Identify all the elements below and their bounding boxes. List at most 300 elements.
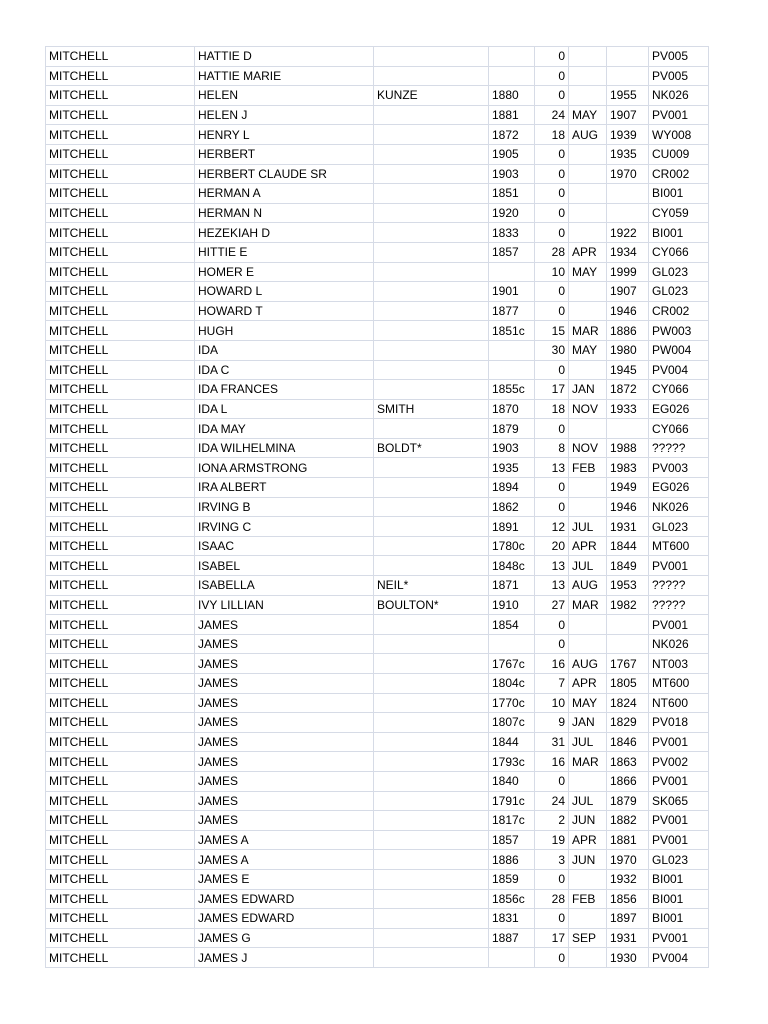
maiden-name-cell xyxy=(374,164,489,184)
birth-year-cell xyxy=(489,948,535,968)
month-cell: MAR xyxy=(569,595,607,615)
surname-cell: MITCHELL xyxy=(46,458,195,478)
maiden-name-cell xyxy=(374,850,489,870)
code-cell: NK026 xyxy=(649,86,709,106)
surname-cell: MITCHELL xyxy=(46,47,195,67)
birth-year-cell xyxy=(489,262,535,282)
month-cell: JUN xyxy=(569,850,607,870)
given-name-cell: HUGH xyxy=(195,321,374,341)
day-cell: 0 xyxy=(535,164,569,184)
given-name-cell: IDA FRANCES xyxy=(195,380,374,400)
maiden-name-cell xyxy=(374,889,489,909)
month-cell: MAR xyxy=(569,321,607,341)
code-cell: MT600 xyxy=(649,674,709,694)
day-cell: 0 xyxy=(535,223,569,243)
birth-year-cell: 1851 xyxy=(489,184,535,204)
month-cell xyxy=(569,909,607,929)
given-name-cell: JAMES E xyxy=(195,869,374,889)
maiden-name-cell: KUNZE xyxy=(374,86,489,106)
maiden-name-cell xyxy=(374,105,489,125)
month-cell xyxy=(569,282,607,302)
death-year-cell: 1866 xyxy=(607,771,649,791)
day-cell: 0 xyxy=(535,47,569,67)
month-cell xyxy=(569,164,607,184)
birth-year-cell: 1851c xyxy=(489,321,535,341)
code-cell: PV001 xyxy=(649,811,709,831)
table-row xyxy=(46,928,709,948)
code-cell: CY059 xyxy=(649,203,709,223)
birth-year-cell: 1833 xyxy=(489,223,535,243)
death-year-cell: 1879 xyxy=(607,791,649,811)
surname-cell: MITCHELL xyxy=(46,66,195,86)
birth-year-cell: 1877 xyxy=(489,301,535,321)
given-name-cell: IDA WILHELMINA xyxy=(195,438,374,458)
month-cell: MAY xyxy=(569,693,607,713)
maiden-name-cell xyxy=(374,536,489,556)
death-year-cell: 1933 xyxy=(607,399,649,419)
month-cell: APR xyxy=(569,674,607,694)
surname-cell: MITCHELL xyxy=(46,928,195,948)
given-name-cell: HELEN J xyxy=(195,105,374,125)
death-year-cell xyxy=(607,47,649,67)
month-cell: FEB xyxy=(569,458,607,478)
day-cell: 20 xyxy=(535,536,569,556)
month-cell xyxy=(569,86,607,106)
given-name-cell: HERMAN N xyxy=(195,203,374,223)
day-cell: 13 xyxy=(535,576,569,596)
surname-cell: MITCHELL xyxy=(46,184,195,204)
day-cell: 0 xyxy=(535,419,569,439)
code-cell: GL023 xyxy=(649,850,709,870)
day-cell: 2 xyxy=(535,811,569,831)
table-row xyxy=(46,909,709,929)
birth-year-cell: 1857 xyxy=(489,830,535,850)
given-name-cell: ISABELLA xyxy=(195,576,374,596)
day-cell: 0 xyxy=(535,144,569,164)
maiden-name-cell xyxy=(374,674,489,694)
death-year-cell: 1872 xyxy=(607,380,649,400)
death-year-cell: 1970 xyxy=(607,850,649,870)
code-cell: PV018 xyxy=(649,713,709,733)
month-cell xyxy=(569,419,607,439)
day-cell: 0 xyxy=(535,615,569,635)
table-row xyxy=(46,458,709,478)
table-row xyxy=(46,771,709,791)
code-cell: NK026 xyxy=(649,497,709,517)
surname-cell: MITCHELL xyxy=(46,869,195,889)
death-year-cell: 1881 xyxy=(607,830,649,850)
code-cell: PV004 xyxy=(649,360,709,380)
code-cell: GL023 xyxy=(649,517,709,537)
day-cell: 0 xyxy=(535,771,569,791)
day-cell: 30 xyxy=(535,340,569,360)
code-cell: MT600 xyxy=(649,536,709,556)
code-cell: SK065 xyxy=(649,791,709,811)
death-year-cell: 1844 xyxy=(607,536,649,556)
table-row xyxy=(46,889,709,909)
maiden-name-cell: SMITH xyxy=(374,399,489,419)
death-year-cell: 1846 xyxy=(607,732,649,752)
surname-cell: MITCHELL xyxy=(46,399,195,419)
birth-year-cell: 1891 xyxy=(489,517,535,537)
code-cell: EG026 xyxy=(649,399,709,419)
day-cell: 3 xyxy=(535,850,569,870)
given-name-cell: JAMES xyxy=(195,634,374,654)
day-cell: 19 xyxy=(535,830,569,850)
death-year-cell: 1982 xyxy=(607,595,649,615)
given-name-cell: IVY LILLIAN xyxy=(195,595,374,615)
maiden-name-cell xyxy=(374,869,489,889)
table-row xyxy=(46,634,709,654)
code-cell: ????? xyxy=(649,576,709,596)
code-cell: PV005 xyxy=(649,47,709,67)
code-cell: PV001 xyxy=(649,928,709,948)
given-name-cell: IDA xyxy=(195,340,374,360)
day-cell: 0 xyxy=(535,909,569,929)
death-year-cell: 1829 xyxy=(607,713,649,733)
given-name-cell: IDA MAY xyxy=(195,419,374,439)
day-cell: 0 xyxy=(535,66,569,86)
month-cell: JUL xyxy=(569,732,607,752)
birth-year-cell xyxy=(489,340,535,360)
surname-cell: MITCHELL xyxy=(46,360,195,380)
day-cell: 0 xyxy=(535,634,569,654)
day-cell: 17 xyxy=(535,928,569,948)
table-row xyxy=(46,242,709,262)
day-cell: 7 xyxy=(535,674,569,694)
day-cell: 0 xyxy=(535,360,569,380)
birth-year-cell: 1886 xyxy=(489,850,535,870)
code-cell: PV001 xyxy=(649,615,709,635)
table-row xyxy=(46,125,709,145)
given-name-cell: JAMES xyxy=(195,811,374,831)
death-year-cell: 1805 xyxy=(607,674,649,694)
death-year-cell: 1931 xyxy=(607,928,649,948)
birth-year-cell: 1770c xyxy=(489,693,535,713)
given-name-cell: JAMES xyxy=(195,654,374,674)
maiden-name-cell xyxy=(374,752,489,772)
code-cell: ????? xyxy=(649,595,709,615)
given-name-cell: JAMES xyxy=(195,674,374,694)
table-row xyxy=(46,66,709,86)
day-cell: 12 xyxy=(535,517,569,537)
maiden-name-cell xyxy=(374,321,489,341)
surname-cell: MITCHELL xyxy=(46,301,195,321)
code-cell: WY008 xyxy=(649,125,709,145)
code-cell: CY066 xyxy=(649,380,709,400)
maiden-name-cell xyxy=(374,419,489,439)
given-name-cell: HENRY L xyxy=(195,125,374,145)
given-name-cell: HOMER E xyxy=(195,262,374,282)
code-cell: BI001 xyxy=(649,889,709,909)
surname-cell: MITCHELL xyxy=(46,556,195,576)
maiden-name-cell xyxy=(374,830,489,850)
maiden-name-cell xyxy=(374,203,489,223)
maiden-name-cell xyxy=(374,732,489,752)
month-cell: AUG xyxy=(569,125,607,145)
table-row xyxy=(46,105,709,125)
birth-year-cell: 1870 xyxy=(489,399,535,419)
death-year-cell: 1863 xyxy=(607,752,649,772)
code-cell: NT600 xyxy=(649,693,709,713)
maiden-name-cell: BOLDT* xyxy=(374,438,489,458)
given-name-cell: IRVING B xyxy=(195,497,374,517)
given-name-cell: HERBERT xyxy=(195,144,374,164)
table-row xyxy=(46,811,709,831)
code-cell: CR002 xyxy=(649,301,709,321)
maiden-name-cell xyxy=(374,771,489,791)
maiden-name-cell xyxy=(374,497,489,517)
maiden-name-cell xyxy=(374,262,489,282)
day-cell: 18 xyxy=(535,399,569,419)
code-cell: PV005 xyxy=(649,66,709,86)
month-cell: JUL xyxy=(569,517,607,537)
code-cell: NK026 xyxy=(649,634,709,654)
surname-cell: MITCHELL xyxy=(46,321,195,341)
surname-cell: MITCHELL xyxy=(46,380,195,400)
month-cell xyxy=(569,223,607,243)
death-year-cell: 1946 xyxy=(607,301,649,321)
table-row xyxy=(46,144,709,164)
death-year-cell: 1907 xyxy=(607,282,649,302)
code-cell: PV001 xyxy=(649,830,709,850)
month-cell xyxy=(569,497,607,517)
maiden-name-cell: BOULTON* xyxy=(374,595,489,615)
code-cell: PV001 xyxy=(649,732,709,752)
given-name-cell: HERBERT CLAUDE SR xyxy=(195,164,374,184)
month-cell: MAY xyxy=(569,340,607,360)
month-cell xyxy=(569,478,607,498)
day-cell: 13 xyxy=(535,556,569,576)
table-row xyxy=(46,419,709,439)
table-row xyxy=(46,203,709,223)
maiden-name-cell xyxy=(374,340,489,360)
death-year-cell: 1907 xyxy=(607,105,649,125)
month-cell: AUG xyxy=(569,654,607,674)
month-cell: JUN xyxy=(569,811,607,831)
birth-year-cell: 1831 xyxy=(489,909,535,929)
code-cell: PV004 xyxy=(649,948,709,968)
surname-cell: MITCHELL xyxy=(46,86,195,106)
surname-cell: MITCHELL xyxy=(46,144,195,164)
code-cell: BI001 xyxy=(649,223,709,243)
death-year-cell: 1849 xyxy=(607,556,649,576)
given-name-cell: JAMES xyxy=(195,615,374,635)
month-cell: APR xyxy=(569,830,607,850)
birth-year-cell: 1872 xyxy=(489,125,535,145)
maiden-name-cell xyxy=(374,125,489,145)
month-cell: SEP xyxy=(569,928,607,948)
surname-cell: MITCHELL xyxy=(46,634,195,654)
day-cell: 0 xyxy=(535,86,569,106)
code-cell: PV001 xyxy=(649,556,709,576)
surname-cell: MITCHELL xyxy=(46,713,195,733)
table-row xyxy=(46,830,709,850)
code-cell: GL023 xyxy=(649,282,709,302)
code-cell: ????? xyxy=(649,438,709,458)
code-cell: PW004 xyxy=(649,340,709,360)
code-cell: PV001 xyxy=(649,771,709,791)
day-cell: 8 xyxy=(535,438,569,458)
month-cell xyxy=(569,203,607,223)
birth-year-cell: 1856c xyxy=(489,889,535,909)
given-name-cell: ISABEL xyxy=(195,556,374,576)
surname-cell: MITCHELL xyxy=(46,752,195,772)
birth-year-cell: 1857 xyxy=(489,242,535,262)
death-year-cell: 1934 xyxy=(607,242,649,262)
birth-year-cell: 1817c xyxy=(489,811,535,831)
month-cell: JUL xyxy=(569,791,607,811)
table-row xyxy=(46,536,709,556)
day-cell: 13 xyxy=(535,458,569,478)
birth-year-cell: 1807c xyxy=(489,713,535,733)
code-cell: BI001 xyxy=(649,184,709,204)
given-name-cell: HATTIE MARIE xyxy=(195,66,374,86)
surname-cell: MITCHELL xyxy=(46,948,195,968)
maiden-name-cell xyxy=(374,556,489,576)
birth-year-cell: 1920 xyxy=(489,203,535,223)
surname-cell: MITCHELL xyxy=(46,536,195,556)
table-row xyxy=(46,576,709,596)
month-cell xyxy=(569,144,607,164)
birth-year-cell xyxy=(489,634,535,654)
month-cell: JAN xyxy=(569,380,607,400)
death-year-cell: 1897 xyxy=(607,909,649,929)
birth-year-cell: 1793c xyxy=(489,752,535,772)
birth-year-cell: 1854 xyxy=(489,615,535,635)
day-cell: 0 xyxy=(535,301,569,321)
death-year-cell: 1949 xyxy=(607,478,649,498)
surname-cell: MITCHELL xyxy=(46,811,195,831)
month-cell xyxy=(569,301,607,321)
surname-cell: MITCHELL xyxy=(46,438,195,458)
month-cell xyxy=(569,184,607,204)
birth-year-cell: 1804c xyxy=(489,674,535,694)
code-cell: PV003 xyxy=(649,458,709,478)
birth-year-cell: 1903 xyxy=(489,438,535,458)
surname-cell: MITCHELL xyxy=(46,889,195,909)
day-cell: 16 xyxy=(535,752,569,772)
maiden-name-cell xyxy=(374,360,489,380)
table-row xyxy=(46,301,709,321)
day-cell: 31 xyxy=(535,732,569,752)
birth-year-cell: 1767c xyxy=(489,654,535,674)
maiden-name-cell xyxy=(374,654,489,674)
code-cell: PV001 xyxy=(649,105,709,125)
given-name-cell: JAMES xyxy=(195,771,374,791)
death-year-cell: 1767 xyxy=(607,654,649,674)
maiden-name-cell xyxy=(374,47,489,67)
death-year-cell xyxy=(607,184,649,204)
birth-year-cell: 1881 xyxy=(489,105,535,125)
day-cell: 9 xyxy=(535,713,569,733)
day-cell: 0 xyxy=(535,478,569,498)
table-row xyxy=(46,732,709,752)
death-year-cell: 1955 xyxy=(607,86,649,106)
month-cell: MAY xyxy=(569,262,607,282)
birth-year-cell: 1848c xyxy=(489,556,535,576)
surname-cell: MITCHELL xyxy=(46,125,195,145)
day-cell: 27 xyxy=(535,595,569,615)
birth-year-cell: 1910 xyxy=(489,595,535,615)
given-name-cell: JAMES xyxy=(195,791,374,811)
table-row xyxy=(46,752,709,772)
given-name-cell: IDA C xyxy=(195,360,374,380)
day-cell: 0 xyxy=(535,184,569,204)
birth-year-cell: 1901 xyxy=(489,282,535,302)
maiden-name-cell xyxy=(374,380,489,400)
table-row xyxy=(46,223,709,243)
table-row xyxy=(46,791,709,811)
death-year-cell xyxy=(607,203,649,223)
given-name-cell: ISAAC xyxy=(195,536,374,556)
surname-cell: MITCHELL xyxy=(46,340,195,360)
month-cell: AUG xyxy=(569,576,607,596)
table-row xyxy=(46,674,709,694)
given-name-cell: JAMES A xyxy=(195,830,374,850)
given-name-cell: JAMES EDWARD xyxy=(195,909,374,929)
given-name-cell: JAMES xyxy=(195,693,374,713)
surname-cell: MITCHELL xyxy=(46,164,195,184)
surname-cell: MITCHELL xyxy=(46,850,195,870)
table-row xyxy=(46,184,709,204)
day-cell: 24 xyxy=(535,105,569,125)
given-name-cell: HITTIE E xyxy=(195,242,374,262)
month-cell: MAR xyxy=(569,752,607,772)
day-cell: 28 xyxy=(535,889,569,909)
death-year-cell: 1939 xyxy=(607,125,649,145)
surname-cell: MITCHELL xyxy=(46,242,195,262)
table-row xyxy=(46,693,709,713)
death-year-cell: 1953 xyxy=(607,576,649,596)
table-row xyxy=(46,869,709,889)
table-row xyxy=(46,321,709,341)
death-year-cell: 1922 xyxy=(607,223,649,243)
month-cell: JAN xyxy=(569,713,607,733)
given-name-cell: HOWARD T xyxy=(195,301,374,321)
birth-year-cell: 1871 xyxy=(489,576,535,596)
birth-year-cell: 1903 xyxy=(489,164,535,184)
maiden-name-cell xyxy=(374,634,489,654)
day-cell: 10 xyxy=(535,262,569,282)
maiden-name-cell xyxy=(374,791,489,811)
death-year-cell: 1988 xyxy=(607,438,649,458)
surname-cell: MITCHELL xyxy=(46,203,195,223)
month-cell: JUL xyxy=(569,556,607,576)
given-name-cell: IRA ALBERT xyxy=(195,478,374,498)
given-name-cell: IRVING C xyxy=(195,517,374,537)
maiden-name-cell xyxy=(374,517,489,537)
given-name-cell: JAMES A xyxy=(195,850,374,870)
month-cell xyxy=(569,634,607,654)
surname-cell: MITCHELL xyxy=(46,223,195,243)
given-name-cell: IDA L xyxy=(195,399,374,419)
month-cell: FEB xyxy=(569,889,607,909)
surname-cell: MITCHELL xyxy=(46,830,195,850)
birth-year-cell xyxy=(489,360,535,380)
death-year-cell: 1970 xyxy=(607,164,649,184)
surname-cell: MITCHELL xyxy=(46,654,195,674)
table-row xyxy=(46,340,709,360)
birth-year-cell: 1840 xyxy=(489,771,535,791)
table-row xyxy=(46,47,709,67)
maiden-name-cell xyxy=(374,301,489,321)
birth-year-cell: 1894 xyxy=(489,478,535,498)
day-cell: 0 xyxy=(535,203,569,223)
day-cell: 18 xyxy=(535,125,569,145)
month-cell xyxy=(569,360,607,380)
table-row xyxy=(46,654,709,674)
